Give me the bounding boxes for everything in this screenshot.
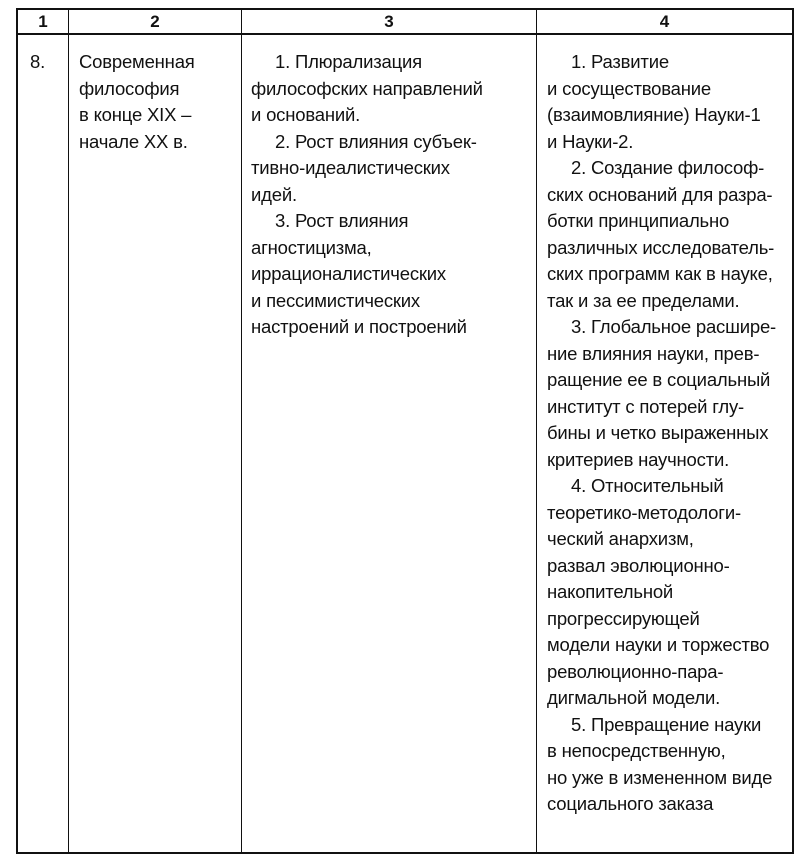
- text-line: 2. Создание философ-: [571, 157, 765, 178]
- philosophy-features-text: [242, 35, 536, 341]
- text-line: институт с потерей глу-: [547, 395, 744, 417]
- text-line: 3. Рост влияния: [275, 210, 409, 231]
- text-line: ботки принципиально: [547, 210, 730, 231]
- text-line: настроений и построений: [251, 316, 467, 337]
- row-number: 8.: [30, 51, 46, 72]
- period-cell: [68, 35, 241, 852]
- text-line: Современная: [79, 51, 195, 72]
- science-features-cell: [536, 35, 792, 852]
- text-line: и сосуществование: [547, 77, 712, 99]
- table-header-row: [16, 8, 794, 35]
- text-line: и оснований.: [251, 104, 361, 125]
- text-line: различных исследователь-: [547, 236, 775, 258]
- text-line: накопительной: [547, 581, 674, 602]
- text-line: и Науки-2.: [547, 130, 634, 152]
- text-line: идей.: [251, 183, 297, 205]
- text-line: иррационалистических: [251, 263, 446, 284]
- text-line: философских направлений: [251, 77, 483, 99]
- text-line: 1. Развитие: [571, 51, 669, 72]
- text-line: в непосредственную,: [547, 740, 726, 761]
- text-line: так и за ее пределами.: [547, 289, 740, 311]
- text-line: философия: [79, 77, 180, 99]
- text-line: критериев научности.: [547, 448, 730, 470]
- text-line: 3. Глобальное расшире-: [571, 316, 777, 337]
- period-text: [69, 35, 241, 155]
- text-line: теоретико-методологи-: [547, 501, 741, 523]
- philosophy-features-cell: [241, 35, 536, 852]
- header-col-1: 1: [38, 12, 48, 31]
- row-number-cell: [18, 35, 68, 852]
- text-line: в конце XIX –: [79, 104, 192, 125]
- text-line: ских оснований для разра-: [547, 183, 773, 205]
- text-line: 5. Превращение науки: [571, 713, 762, 735]
- text-line: 4. Относительный: [571, 475, 724, 496]
- text-line: прогрессирующей: [547, 607, 700, 629]
- text-line: дигмальной модели.: [547, 687, 721, 708]
- text-line: и пессимистических: [251, 289, 420, 311]
- text-line: ских программ как в науке,: [547, 263, 773, 284]
- text-line: революционно-пара-: [547, 660, 724, 682]
- text-line: 1. Плюрализация: [275, 51, 422, 72]
- text-line: (взаимовлияние) Науки-1: [547, 104, 761, 125]
- text-line: ращение ее в социальный: [547, 369, 771, 390]
- text-line: ние влияния науки, прев-: [547, 342, 760, 364]
- text-line: модели науки и торжество: [547, 634, 770, 655]
- text-line: ческий анархизм,: [547, 528, 694, 549]
- table-row: [16, 35, 794, 854]
- science-features-text: [537, 35, 792, 818]
- document-page: [16, 8, 794, 854]
- text-line: 2. Рост влияния субъек-: [275, 130, 477, 152]
- header-col-4: 4: [536, 10, 792, 33]
- text-line: начале XX в.: [79, 130, 188, 152]
- text-line: тивно-идеалистических: [251, 157, 450, 178]
- text-line: агностицизма,: [251, 236, 372, 258]
- text-line: бины и четко выраженных: [547, 422, 769, 443]
- header-col-3: 3: [241, 10, 536, 33]
- text-line: развал эволюционно-: [547, 554, 730, 576]
- header-col-2: 2: [68, 10, 241, 33]
- text-line: но уже в измененном виде: [547, 766, 773, 788]
- text-line: социального заказа: [547, 793, 714, 814]
